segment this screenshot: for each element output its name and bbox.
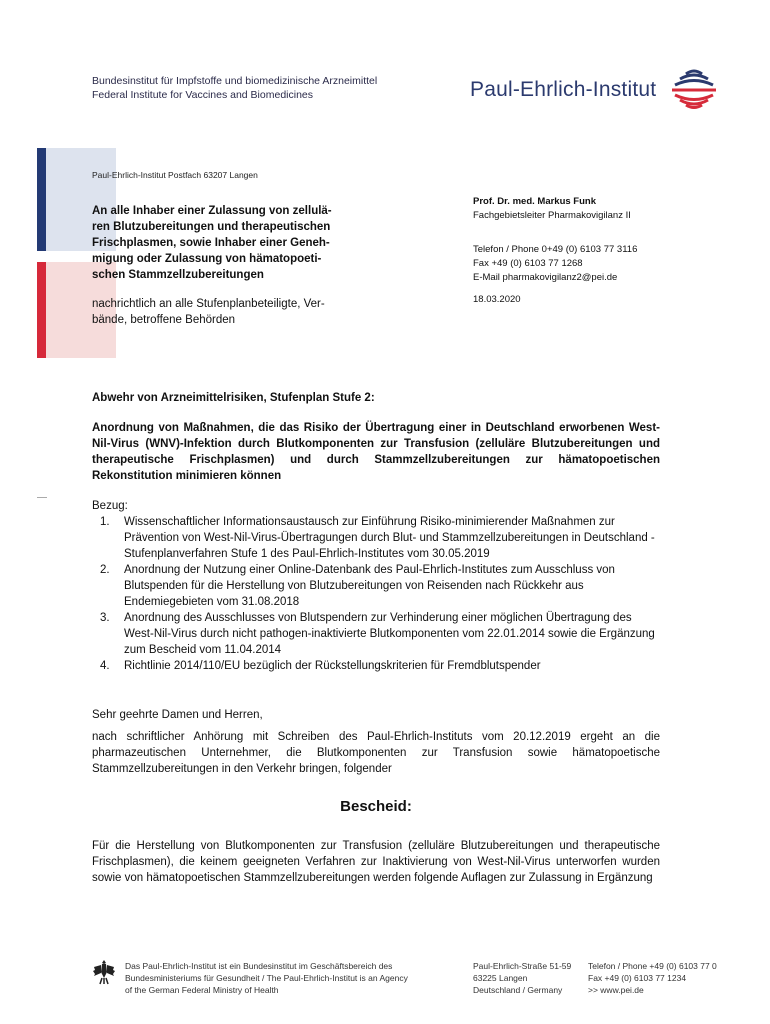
recipient-line: An alle Inhaber einer Zulassung von zellulä-	[92, 205, 332, 217]
subject-line: Abwehr von Arzneimittelrisiken, Stufenplan Stufe 2:	[92, 392, 375, 404]
footer-fax: Fax +49 (0) 6103 77 1234	[588, 973, 687, 983]
footer-website-link[interactable]: >> www.pei.de	[588, 985, 644, 995]
sender-line: Paul-Ehrlich-Institut Postfach 63207 Langen	[92, 170, 258, 180]
letter-date: 18.03.2020	[473, 294, 521, 305]
contact-phone: Telefon / Phone 0+49 (0) 6103 77 3116	[473, 244, 638, 255]
red-side-bar	[37, 262, 46, 358]
reference-number: 2.	[100, 564, 110, 576]
reference-item	[92, 610, 660, 658]
footer-address	[473, 960, 571, 996]
reference-number: 4.	[100, 660, 110, 672]
recipient-line: Frischplasmen, sowie Inhaber einer Geneh-	[92, 237, 330, 249]
contact-fax: Fax +49 (0) 6103 77 1268	[473, 258, 583, 269]
federal-eagle-icon	[92, 958, 116, 986]
reference-text: Anordnung des Ausschlusses von Blutspendern zur Verhinderung einer möglichen Übertragung des West-Nil-Virus durch nicht pathogen-inaktivierte Blutkomponenten vom 22.01.2014 sowie die Ergänzung zum Bescheid vom 11.04.2014	[124, 612, 655, 656]
reference-item	[92, 658, 660, 674]
intro-paragraph: nach schriftlicher Anhörung mit Schreiben des Paul-Ehrlich-Instituts vom 20.12.2019 ergeht an die pharmazeutischen Unternehmer, die Blutkomponenten zur Transfusion sowie hämatopoetische Stammzellzubereitungen in den Verkehr bringen, folgender	[92, 731, 660, 775]
reference-number: 1.	[100, 516, 110, 528]
footer-contact	[588, 960, 717, 996]
cc-line: nachrichtlich an alle Stufenplanbeteiligte, Ver-	[92, 298, 325, 310]
reference-item	[92, 514, 660, 562]
salutation: Sehr geehrte Damen und Herren,	[92, 709, 263, 721]
bescheid-heading: Bescheid:	[340, 798, 412, 815]
footer-address-line: 63225 Langen	[473, 973, 528, 983]
subject-paragraph: Anordnung von Maßnahmen, die das Risiko der Übertragung einer in Deutschland erworbenen West-Nil-Virus (WNV)-Infektion durch Blutkomponenten zur Transfusion (zelluläre Blutzubereitungen und therapeutische Frischplasmen) und durch Stammzellzubereitungen zur hämatopoetischen Rekonstitution minimieren können	[92, 422, 660, 482]
brand-name: Paul-Ehrlich-Institut	[470, 78, 657, 101]
recipient-line: migung oder Zulassung von hämatopoeti-	[92, 253, 322, 265]
reference-number: 3.	[100, 612, 110, 624]
contact-email[interactable]: E-Mail pharmakovigilanz2@pei.de	[473, 272, 618, 283]
fold-mark	[37, 497, 47, 498]
recipient-block	[92, 203, 382, 283]
reference-text: Wissenschaftlicher Informationsaustausch zur Einführung Risiko-minimierender Maßnahmen zur Prävention von West-Nil-Virus-Übertragungen durch Blut- und Stammzellzubereitungen in Deutschland - Stufenplanverfahren Stufe 1 des Paul-Ehrlich-Institutes vom 30.05.2019	[124, 516, 655, 560]
footer-address-line: Paul-Ehrlich-Straße 51-59	[473, 961, 572, 971]
references-label: Bezug:	[92, 500, 128, 512]
reference-text: Richtlinie 2014/110/EU bezüglich der Rückstellungskriterien für Fremdblutspender	[124, 660, 541, 672]
cc-line: bände, betroffene Behörden	[92, 314, 236, 326]
institute-name-de: Bundesinstitut für Impfstoffe und biomedizinische Arzneimittel	[92, 75, 378, 87]
contact-name: Prof. Dr. med. Markus Funk	[473, 196, 596, 207]
reference-text: Anordnung der Nutzung einer Online-Datenbank des Paul-Ehrlich-Institutes zum Ausschluss von Blutspenden für die Herstellung von Blutzubereitungen von Reisenden nach Rückkehr aus Endemiegebieten vom 31.08.2018	[124, 564, 615, 608]
blue-side-bar	[37, 148, 46, 251]
footer-about	[125, 960, 408, 996]
contact-role: Fachgebietsleiter Pharmakovigilanz II	[473, 210, 631, 221]
recipient-line: ren Blutzubereitungen und therapeutischen	[92, 221, 331, 233]
reference-item	[92, 562, 660, 610]
pei-logo-icon	[668, 68, 720, 110]
footer-about-line: Bundesministeriums für Gesundheit / The Paul-Ehrlich-Institut is an Agency	[125, 973, 408, 983]
references-list	[92, 514, 660, 674]
cc-block	[92, 296, 382, 328]
footer-about-line: of the German Federal Ministry of Health	[125, 985, 279, 995]
footer-phone: Telefon / Phone +49 (0) 6103 77 0	[588, 961, 717, 971]
institute-name-en: Federal Institute for Vaccines and Biomedicines	[92, 89, 314, 101]
footer-address-line: Deutschland / Germany	[473, 985, 563, 995]
bescheid-paragraph: Für die Herstellung von Blutkomponenten zur Transfusion (zelluläre Blutzubereitungen und therapeutische Frischplasmen), die keinem geeigneten Verfahren zur Inaktivierung von West-Nil-Virus unterworfen wurden sowie von hämatopoetischen Stammzellzubereitungen werden folgende Auflagen zur Zulassung in Ergänzung	[92, 840, 660, 884]
contact-block	[473, 195, 637, 307]
footer-about-line: Das Paul-Ehrlich-Institut ist ein Bundesinstitut im Geschäftsbereich des	[125, 961, 393, 971]
recipient-line: schen Stammzellzubereitungen	[92, 269, 264, 281]
